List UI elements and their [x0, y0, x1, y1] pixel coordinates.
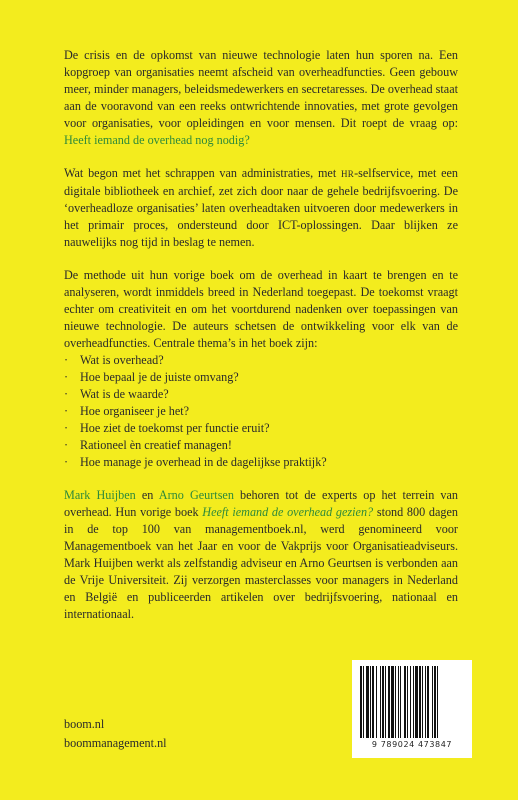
list-item: · Hoe ziet de toekomst per functie eruit? — [64, 420, 458, 437]
publisher-link-management[interactable]: boommanagement.nl — [64, 736, 167, 750]
barcode-bar — [385, 666, 386, 738]
barcode-bar — [434, 666, 436, 738]
barcode-bar — [363, 666, 364, 738]
barcode-bar — [410, 666, 411, 738]
method-paragraph — [64, 267, 458, 352]
barcode-bar — [427, 666, 429, 738]
barcode-bar — [388, 666, 390, 738]
barcode-bar — [366, 666, 369, 738]
intro-paragraph — [64, 47, 458, 149]
barcode-bar — [415, 666, 418, 738]
barcode-bar — [360, 666, 362, 738]
barcode-bar — [404, 666, 406, 738]
blurb — [64, 47, 458, 639]
development-text-start: Wat begon met het schrappen van administraties, met — [64, 166, 341, 180]
barcode-bar — [413, 666, 414, 738]
authors-text-end: stond 800 dagen in de top 100 van managementboek.nl, werd genomineerd voor Managementboek van het Jaar en voor de Vakprijs voor Organisatieadviseurs. Mark Huijben werkt als zelfstandig adviseur en Arno Geurtsen is verbonden aan de Vrije Universiteit. Zij verzorgen masterclasses voor managers in Nederland en België en publiceerden artikelen over bedrijfsvoering, nationaal en internationaal. — [64, 505, 458, 621]
barcode-bar — [391, 666, 394, 738]
barcode-bar — [382, 666, 384, 738]
barcode-bar — [407, 666, 408, 738]
authors-text-start: behoren tot de experts op het terrein van overhead. Hun vorige boek — [64, 488, 458, 519]
author-connector: en — [135, 488, 159, 502]
list-item: · Wat is de waarde? — [64, 386, 458, 403]
previous-book-title: Heeft iemand de overhead gezien? — [202, 505, 374, 519]
author-name-2: Arno Geurtsen — [158, 488, 234, 502]
publisher-link-boom[interactable]: boom.nl — [64, 717, 105, 731]
hr-abbreviation: HR — [340, 169, 355, 179]
publisher-links — [64, 715, 167, 753]
barcode-bar — [372, 666, 374, 738]
isbn-number: 9 789024 473847 — [371, 740, 453, 749]
list-item: · Wat is overhead? — [64, 352, 458, 369]
barcode — [352, 660, 472, 758]
development-paragraph — [64, 165, 458, 251]
authors-paragraph — [64, 487, 458, 623]
method-text: De methode uit hun vorige boek om de overhead in kaart te brengen en te analyseren, wordt inmiddels breed in Nederland toegepast. De toekomst vraagt echter om creativiteit en om het voortdurend nadenken over toepassingen van nieuwe technologie. De auteurs schetsen de ontwikkeling voor elk van de overheadfuncties. Centrale thema’s in het boek zijn: — [64, 268, 458, 350]
barcode-bar — [380, 666, 381, 738]
barcode-bar — [400, 666, 401, 738]
barcode-bar — [395, 666, 396, 738]
barcode-bar — [419, 666, 421, 738]
question-highlight: Heeft iemand de overhead nog nodig? — [64, 133, 250, 147]
themes-list — [64, 352, 458, 471]
author-name-1: Mark Huijben — [64, 488, 136, 502]
barcode-bars — [358, 666, 466, 738]
development-text-end: -selfservice, met een digitale bibliotheek en archief, zet zich door naar de gehele bedrijfsvoering. De ‘overheadloze organisaties’ laten overheadtaken uitvoeren door medewerkers in het primair proces, ondersteund door ICT-oplossingen. Daar blijken ze nauwelijks nog tijd in beslag te nemen. — [64, 166, 458, 249]
barcode-bar — [437, 666, 438, 738]
barcode-bar — [432, 666, 433, 738]
list-item: · Rationeel èn creatief managen! — [64, 437, 458, 454]
barcode-bar — [398, 666, 399, 738]
list-item: · Hoe bepaal je de juiste omvang? — [64, 369, 458, 386]
barcode-bar — [422, 666, 423, 738]
barcode-bar — [425, 666, 426, 738]
barcode-bar — [370, 666, 371, 738]
barcode-bar — [376, 666, 377, 738]
list-item: · Hoe organiseer je het? — [64, 403, 458, 420]
intro-text: De crisis en de opkomst van nieuwe technologie laten hun sporen na. Een kopgroep van organisaties neemt afscheid van overheadfuncties. Geen gebouw meer, minder managers, beleidsmedewerkers en secretaresses. De overhead staat aan de vooravond van een reeks ontwrichtende innovaties, met grote gevolgen voor organisaties, voor opleidingen en voor mensen. Dit roept de vraag op: — [64, 48, 458, 130]
list-item: · Hoe manage je overhead in de dagelijkse praktijk? — [64, 454, 458, 471]
